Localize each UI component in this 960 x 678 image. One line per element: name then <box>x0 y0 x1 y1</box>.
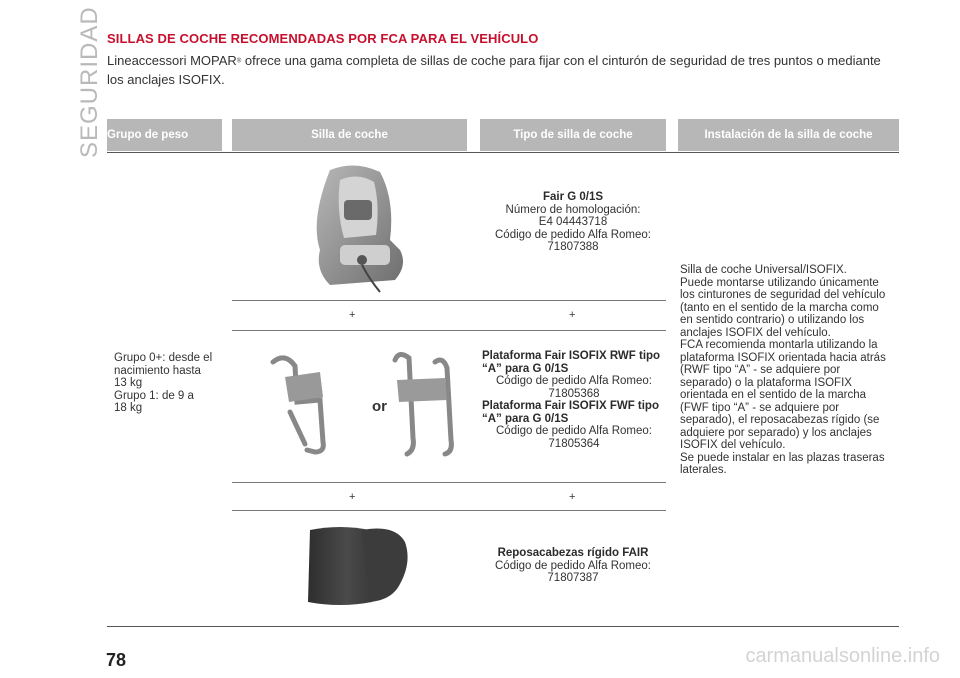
header-seat-type: Tipo de silla de coche <box>480 119 666 151</box>
plus-sign: + <box>349 309 356 321</box>
homologation-number: E4 04443718 <box>538 216 608 228</box>
plus-sign: + <box>569 491 576 503</box>
installation-cell <box>680 264 898 477</box>
install-line: separado), el reposacabezas rígido (se <box>680 414 880 426</box>
order-code: 71805364 <box>548 437 600 450</box>
isofix-platform-fwf-image <box>385 350 460 460</box>
weight-group-cell <box>114 352 224 415</box>
install-line: ISOFIX del vehículo. <box>680 439 786 451</box>
row-divider-3 <box>232 482 666 483</box>
table-bottom-rule <box>107 626 899 627</box>
weight-line: Grupo 1: de 9 a <box>114 389 194 402</box>
header-installation: Instalación de la silla de coche <box>678 119 899 151</box>
install-line: en sentido contrario) o utilizando los <box>680 314 865 326</box>
product-name-fwf: Plataforma Fair ISOFIX FWF tipo <box>482 400 659 412</box>
install-line: orientada en el sentido de la marcha <box>680 389 867 401</box>
section-title: SILLAS DE COCHE RECOMENDADAS POR FCA PARA EL VEHÍCULO <box>107 31 539 46</box>
order-code-label: Código de pedido Alfa Romeo: <box>496 375 652 387</box>
install-line: anclajes ISOFIX del vehículo. <box>680 326 831 339</box>
weight-line: 13 kg <box>114 377 143 389</box>
row-divider-4 <box>232 510 666 511</box>
row-divider-2 <box>232 330 666 331</box>
install-line: plataforma ISOFIX orientada hacia atrás <box>680 351 886 364</box>
product-headrest <box>480 547 666 585</box>
section-tab: SEGURIDAD <box>76 6 103 158</box>
install-line: adquiere por separado) y los anclajes <box>680 426 872 439</box>
product-name: Reposacabezas rígido FAIR <box>497 547 649 559</box>
registered-mark: ® <box>236 58 242 65</box>
weight-line: 18 kg <box>114 402 143 414</box>
install-line: (RWF tipo “A” - se adquiere por <box>680 364 841 376</box>
weight-line: Grupo 0+: desde el <box>114 352 213 364</box>
product-name-fwf-2: “A” para G 0/1S <box>482 412 569 425</box>
header-car-seat: Silla de coche <box>232 119 467 151</box>
homologation-label: Número de homologación: <box>505 203 641 216</box>
install-line: (tanto en el sentido de la marcha como <box>680 301 879 314</box>
page-number: 78 <box>106 650 127 670</box>
headrest-image <box>300 522 415 610</box>
or-label: or <box>372 398 387 415</box>
intro-paragraph <box>107 52 887 89</box>
product-name: Fair G 0/1S <box>542 191 604 203</box>
order-code-label: Código de pedido Alfa Romeo: <box>495 559 651 572</box>
install-line: los cinturones de seguridad del vehículo <box>680 289 886 301</box>
weight-line: nacimiento hasta <box>114 364 201 377</box>
intro-text-start: Lineaccessori MOPAR <box>107 53 237 68</box>
product-name-rwf-2: “A” para G 0/1S <box>482 362 569 375</box>
install-line: FCA recomienda montarla utilizando la <box>680 339 878 351</box>
watermark: carmanualsonline.info <box>745 645 940 667</box>
order-code: 71807388 <box>547 241 599 253</box>
install-line: laterales. <box>680 464 727 476</box>
isofix-platform-rwf-image <box>265 352 365 457</box>
install-line: Se puede instalar en las plazas traseras <box>680 451 885 464</box>
install-line: (FWF tipo “A” - se adquiere por <box>680 401 840 414</box>
intro-text-end: ofrece una gama completa de sillas de coche para fijar con el cinturón de seguridad de tres puntos o mediante los anclajes ISOFIX. <box>107 53 881 87</box>
product-isofix-platforms <box>482 350 666 450</box>
table-top-rule <box>107 152 899 153</box>
install-line: Silla de coche Universal/ISOFIX. <box>680 264 847 276</box>
plus-sign: + <box>569 309 576 321</box>
row-divider-1 <box>232 300 666 301</box>
install-line: separado) o la plataforma ISOFIX <box>680 376 852 389</box>
product-fair-seat <box>480 191 666 254</box>
header-weight-group: Grupo de peso <box>107 119 222 151</box>
order-code-label: Código de pedido Alfa Romeo: <box>496 425 652 437</box>
order-code: 71807387 <box>547 572 599 584</box>
product-name-rwf: Plataforma Fair ISOFIX RWF tipo <box>482 350 661 362</box>
car-seat-image <box>300 160 425 295</box>
order-code-label: Código de pedido Alfa Romeo: <box>495 228 651 241</box>
order-code: 71805368 <box>548 387 600 400</box>
install-line: Puede montarse utilizando únicamente <box>680 276 879 289</box>
plus-sign: + <box>349 491 356 503</box>
